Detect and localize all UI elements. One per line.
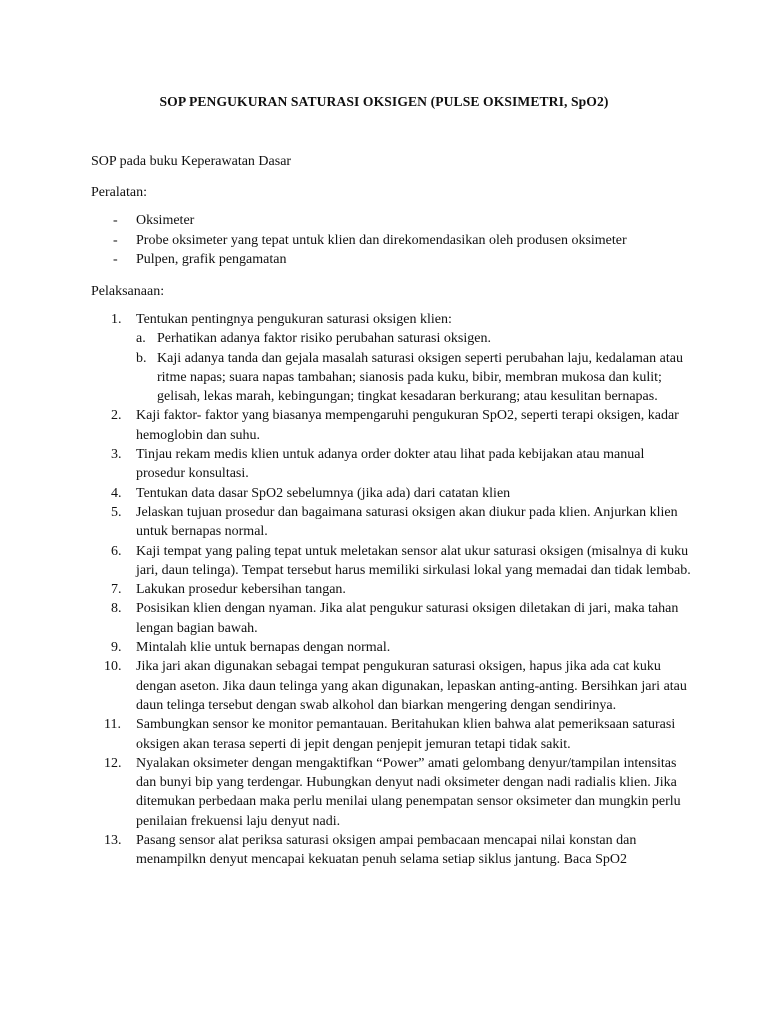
dash-bullet: - <box>113 252 118 267</box>
step-item <box>91 542 691 581</box>
step-number: 1. <box>111 312 122 327</box>
step-item <box>91 754 691 831</box>
step-text: Tinjau rekam medis klien untuk adanya order dokter atau lihat pada kebijakan atau manual prosedur konsultasi. <box>136 447 645 482</box>
step-number: 10. <box>104 659 122 675</box>
step-item <box>91 657 691 715</box>
step-text: Nyalakan oksimeter dengan mengaktifkan “Power” amati gelombang denyur/tampilan intensitas dan bunyi bip yang terdengar. Hubungkan denyut nadi oksimeter dengan nadi radialis klien. Jika ditemukan perbedaan maka perlu menilai ulang penempatan sensor oksimeter dan mungkin perlu penilaian frekuensi laju denyut nadi. <box>136 755 681 829</box>
pelaksanaan-heading: Pelaksanaan: <box>91 284 165 299</box>
list-item: - Pulpen, grafik pengamatan <box>91 250 627 270</box>
step-sub-list <box>136 329 691 406</box>
sub-text: Perhatikan adanya faktor risiko perubahan saturasi oksigen. <box>157 331 491 347</box>
sub-label: b. <box>136 350 147 366</box>
step-text: Tentukan pentingnya pengukuran saturasi oksigen klien: <box>136 312 452 327</box>
step-item <box>91 831 691 870</box>
source-line: SOP pada buku Keperawatan Dasar <box>91 154 292 169</box>
step-item <box>91 445 691 484</box>
step-number: 12. <box>104 755 122 771</box>
step-text: Sambungkan sensor ke monitor pemantauan. Beritahukan klien bahwa alat pemeriksaan saturasi oksigen akan terasa seperti di jepit dengan penjepit jemuran tetapi tidak sakit. <box>136 717 676 752</box>
sub-label: a. <box>136 331 146 347</box>
step-text: Posisikan klien dengan nyaman. Jika alat pengukur saturasi oksigen diletakan di jari, maka tahan lengan bagian bawah. <box>136 601 679 636</box>
step-number: 5. <box>111 504 122 520</box>
step-text: Kaji faktor- faktor yang biasanya mempengaruhi pengukuran SpO2, seperti terapi oksigen, kadar hemoglobin dan suhu. <box>136 408 679 443</box>
step-item <box>91 310 691 406</box>
step-item <box>91 715 691 754</box>
step-text: Mintalah klie untuk bernapas dengan normal. <box>136 640 391 656</box>
step-text: Kaji tempat yang paling tepat untuk meletakan sensor alat ukur saturasi oksigen (misalnya di kuku jari, daun telinga). Tempat tersebut harus memiliki sirkulasi lokal yang memadai dan tidak lembab. <box>136 543 691 578</box>
dash-bullet: - <box>113 213 118 228</box>
step-number: 4. <box>111 485 122 501</box>
list-item: - Oksimeter <box>91 211 627 231</box>
pelaksanaan-steps <box>91 310 691 870</box>
step-number: 8. <box>111 601 122 617</box>
step-number: 6. <box>111 543 122 559</box>
step-item <box>91 580 691 599</box>
step-number: 3. <box>111 447 122 463</box>
step-item <box>91 599 691 638</box>
peralatan-heading: Peralatan: <box>91 185 147 200</box>
step-number: 13. <box>104 833 122 849</box>
step-number: 11. <box>104 717 121 733</box>
step-item <box>91 638 691 657</box>
step-text: Tentukan data dasar SpO2 sebelumnya (jika ada) dari catatan klien <box>136 485 511 501</box>
step-item <box>91 484 691 503</box>
dash-bullet: - <box>113 232 118 248</box>
step-text: Lakukan prosedur kebersihan tangan. <box>136 582 346 598</box>
sub-item <box>136 329 691 348</box>
sub-text: Kaji adanya tanda dan gejala masalah saturasi oksigen seperti perubahan laju, kedalaman atau ritme napas; suara napas tambahan; sianosis pada kuku, bibir, membran mukosa dan kulit; gelisah, lekas marah, kebingungan; tingkat kesadaran berkurang; atau kesulitan bernapas. <box>157 350 683 405</box>
step-item <box>91 503 691 542</box>
step-text: Pasang sensor alat periksa saturasi oksigen ampai pembacaan mencapai nilai konstan dan menampilkn denyut mencapai kekuatan penuh selama setiap siklus jantung. Baca SpO2 <box>136 833 637 868</box>
step-number: 2. <box>111 408 122 424</box>
sub-item <box>136 349 691 407</box>
step-text: Jika jari akan digunakan sebagai tempat pengukuran saturasi oksigen, hapus jika ada cat kuku dengan aseton. Jika daun telinga yang akan digunakan, lepaskan anting-anting. Bersihkan jari atau daun telinga tersebut dengan swab alkohol dan biarkan mengering dengan sendirinya. <box>136 659 687 713</box>
step-number: 7. <box>111 582 122 598</box>
peralatan-list <box>91 211 627 270</box>
step-text: Jelaskan tujuan prosedur dan bagaimana saturasi oksigen akan diukur pada klien. Anjurkan klien untuk bernapas normal. <box>136 504 678 540</box>
step-number: 9. <box>111 640 122 656</box>
document-title: SOP PENGUKURAN SATURASI OKSIGEN (PULSE OKSIMETRI, SpO2) <box>159 94 609 109</box>
list-item: - Probe oksimeter yang tepat untuk klien dan direkomendasikan oleh produsen oksimeter <box>91 231 627 251</box>
step-item <box>91 406 691 445</box>
